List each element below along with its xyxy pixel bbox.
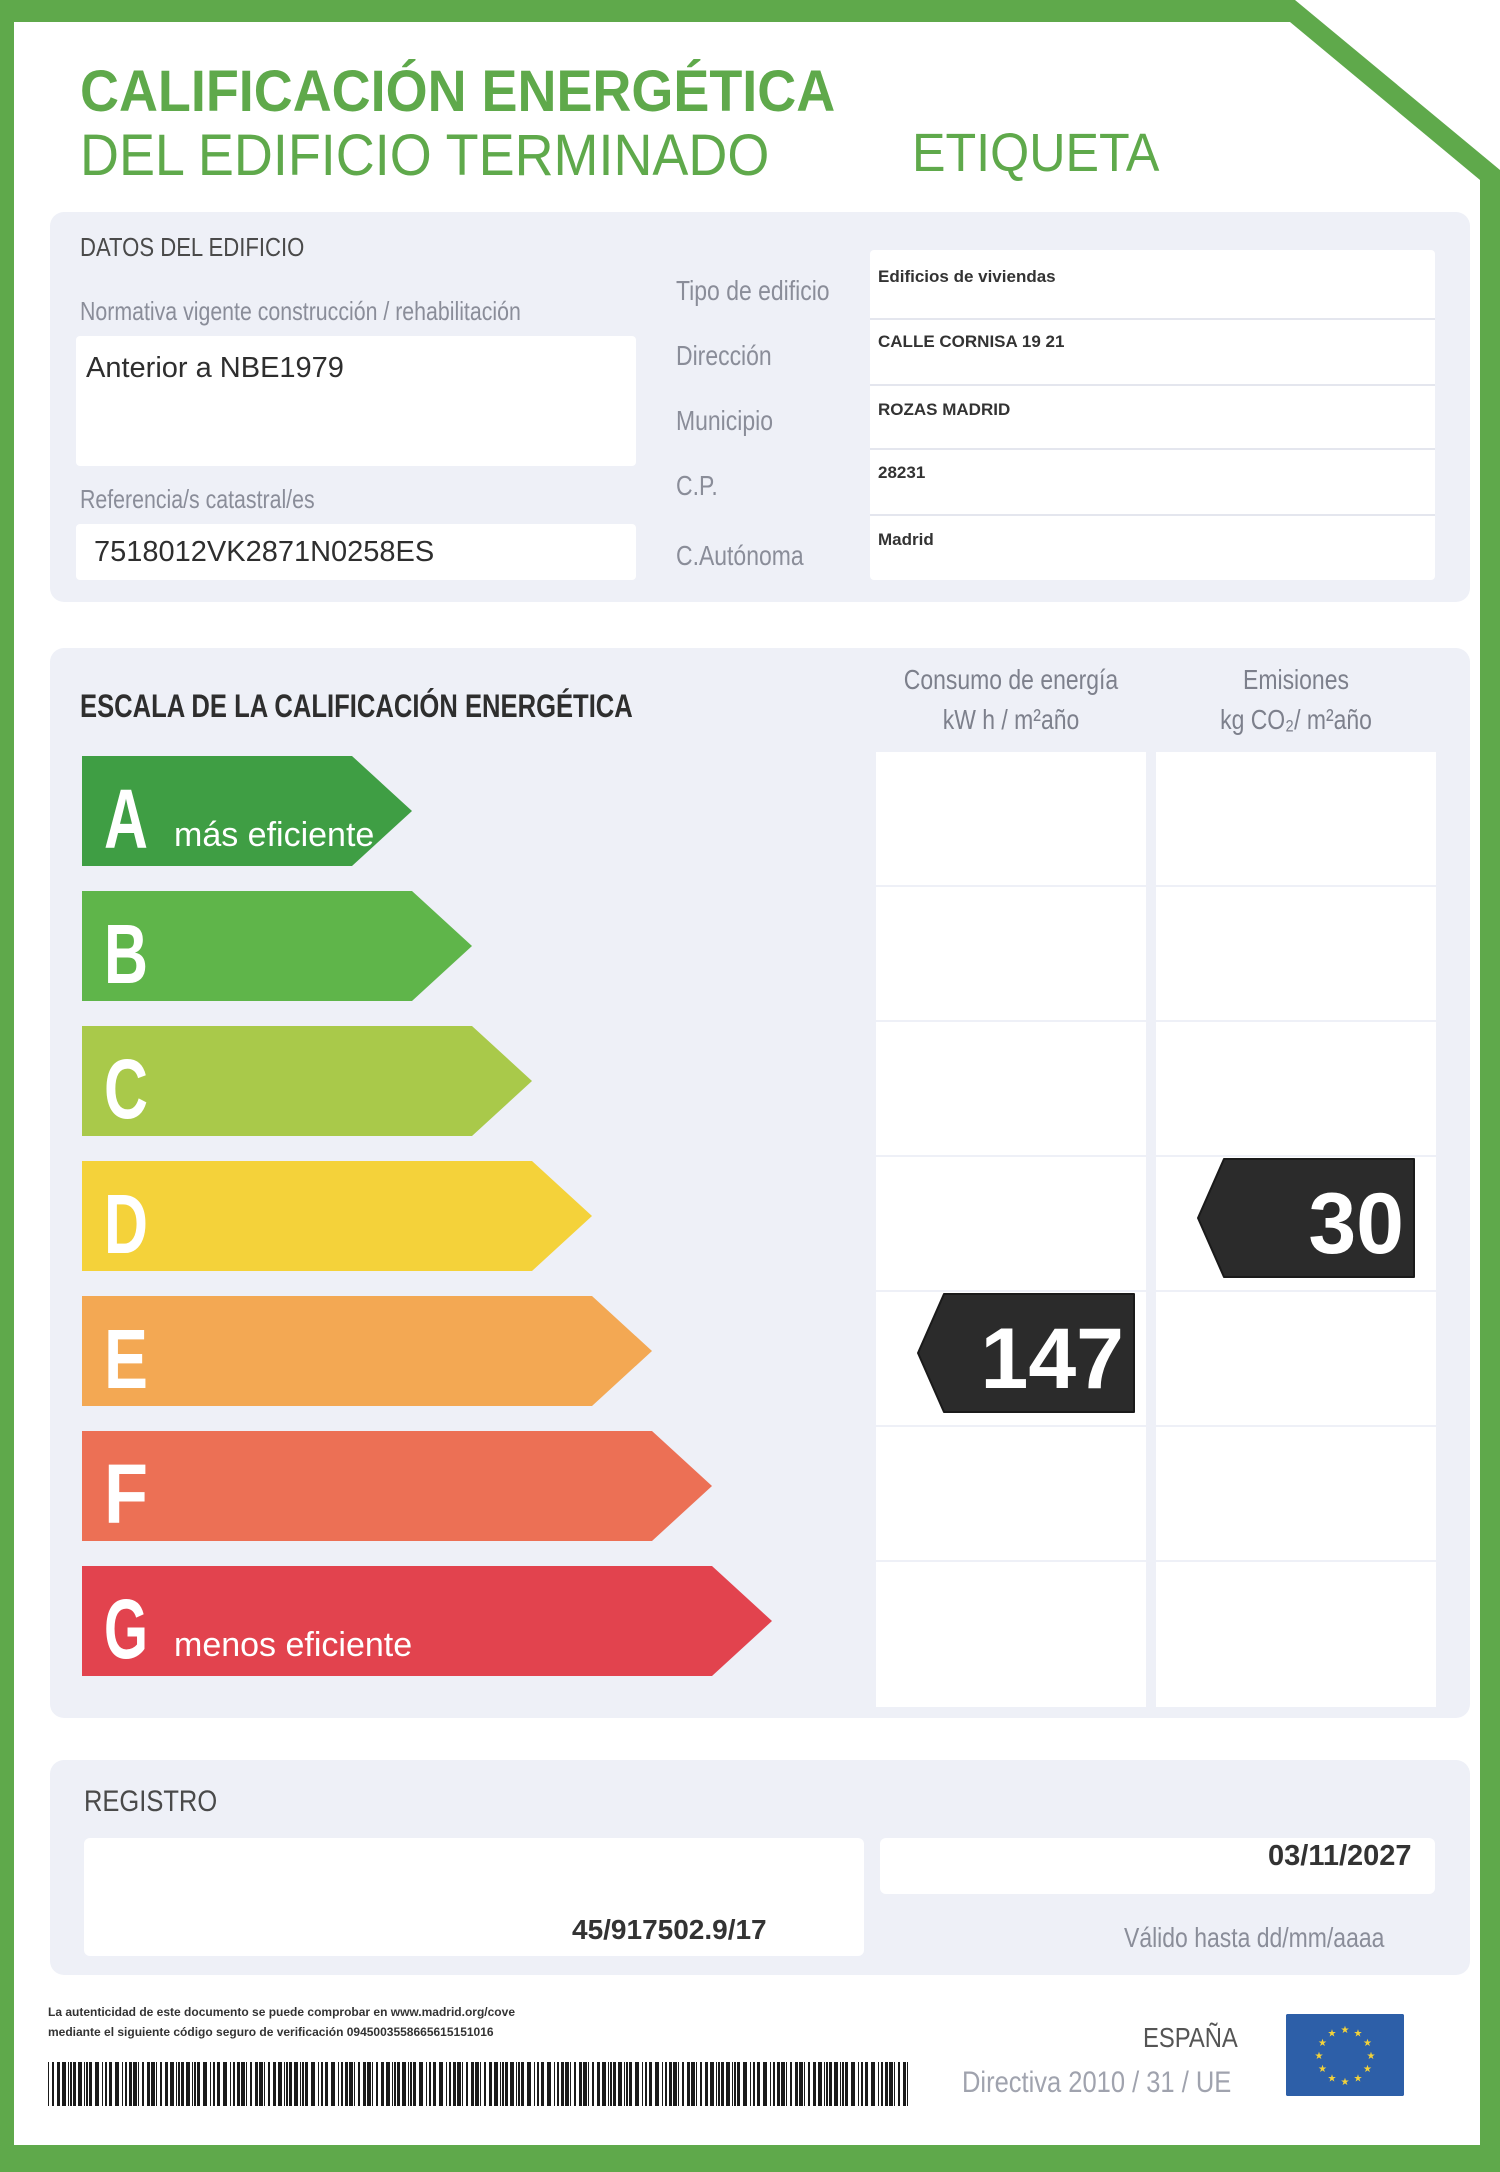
valido-label: Válido hasta dd/mm/aaaa xyxy=(1124,1922,1385,1953)
barcode-bar xyxy=(192,2062,193,2106)
barcode-bar xyxy=(649,2062,652,2106)
barcode-bar xyxy=(109,2062,112,2106)
barcode-bar xyxy=(129,2062,132,2106)
barcode-bar xyxy=(726,2062,730,2106)
referencia-value: 7518012VK2871N0258ES xyxy=(94,536,435,568)
barcode-bar xyxy=(213,2062,215,2106)
eu-flag-star: ★ xyxy=(1340,2025,1350,2036)
barcode-bar xyxy=(462,2062,463,2106)
barcode-bar xyxy=(278,2062,282,2106)
barcode-bar xyxy=(160,2062,162,2106)
class-bar-b xyxy=(82,891,472,1001)
eu-flag-star: ★ xyxy=(1314,2051,1324,2062)
eu-flag-star: ★ xyxy=(1327,2028,1337,2040)
barcode-bar xyxy=(84,2062,85,2106)
barcode-bar xyxy=(682,2062,684,2106)
barcode-bar xyxy=(907,2062,908,2106)
barcode-bar xyxy=(133,2062,137,2106)
barcode-bar xyxy=(518,2062,520,2106)
barcode-bar xyxy=(565,2062,569,2106)
barcode-bar xyxy=(372,2062,373,2106)
barcode-bar xyxy=(471,2062,474,2106)
barcode-bar xyxy=(834,2062,838,2106)
barcode-bar xyxy=(842,2062,844,2106)
barcode-bar xyxy=(318,2062,319,2106)
barcode-bar xyxy=(255,2062,258,2106)
barcode-bar xyxy=(635,2062,639,2106)
title-line1: CALIFICACIÓN ENERGÉTICA xyxy=(80,59,836,124)
barcode-bar xyxy=(710,2062,714,2106)
emisiones-header-line2: kg CO₂/ m²año xyxy=(1220,704,1372,735)
barcode-bar xyxy=(510,2062,514,2106)
barcode-bar xyxy=(237,2062,240,2106)
field-label-comunidad: C.Autónoma xyxy=(676,540,804,571)
barcode-bar xyxy=(554,2062,555,2106)
barcode-bar xyxy=(824,2062,825,2106)
barcode-bar xyxy=(804,2062,805,2106)
barcode-bar xyxy=(484,2062,486,2106)
barcode-bar xyxy=(86,2062,88,2106)
barcode-bar xyxy=(750,2062,751,2106)
barcode-bar xyxy=(732,2062,733,2106)
barcode-bar xyxy=(449,2062,451,2106)
barcode-bar xyxy=(446,2062,447,2106)
barcode-bar xyxy=(358,2062,360,2106)
barcode-bar xyxy=(408,2062,409,2106)
barcode-bar xyxy=(289,2062,292,2106)
barcode-bar xyxy=(894,2062,895,2106)
barcode-bar xyxy=(105,2062,107,2106)
emisiones-header-line1: Emisiones xyxy=(1243,664,1349,695)
barcode-bar xyxy=(678,2062,679,2106)
field-label-municipio: Municipio xyxy=(676,405,773,436)
barcode-bar xyxy=(777,2062,780,2106)
class-bar-f xyxy=(82,1431,712,1541)
barcode-bar xyxy=(753,2062,755,2106)
barcode-bar xyxy=(466,2062,468,2106)
barcode-bar xyxy=(210,2062,211,2106)
barcode-bar xyxy=(502,2062,504,2106)
barcode-bar xyxy=(354,2062,355,2106)
class-letter-a: A xyxy=(104,772,148,866)
barcode-bar xyxy=(311,2062,315,2106)
barcode-bar xyxy=(453,2062,456,2106)
barcode-bar xyxy=(629,2062,632,2106)
barcode-bar xyxy=(557,2062,559,2106)
barcode-bar xyxy=(583,2062,587,2106)
barcode-bar xyxy=(898,2062,900,2106)
barcode-bar xyxy=(181,2062,184,2106)
barcode-bar xyxy=(349,2062,353,2106)
barcode-bar xyxy=(457,2062,461,2106)
footer-line2: mediante el siguiente código seguro de verificación 0945003558665615151016 xyxy=(48,2025,494,2039)
barcode-bar xyxy=(773,2062,775,2106)
barcode-bar xyxy=(655,2062,659,2106)
barcode-bar xyxy=(95,2062,99,2106)
barcode-bar xyxy=(122,2062,123,2106)
barcode-bar xyxy=(62,2062,66,2106)
barcode-bar xyxy=(743,2062,747,2106)
barcode-bar xyxy=(125,2062,127,2106)
eu-flag-star: ★ xyxy=(1353,2028,1363,2040)
barcode-bar xyxy=(669,2062,672,2106)
barcode-bar xyxy=(757,2062,760,2106)
barcode-bar xyxy=(341,2062,343,2106)
field-value-comunidad: Madrid xyxy=(878,530,934,549)
barcode-bar xyxy=(151,2062,155,2106)
barcode-bar xyxy=(826,2062,828,2106)
barcode-bar xyxy=(264,2062,265,2106)
valido-fecha: 03/11/2027 xyxy=(1268,1840,1412,1872)
class-arrow-f xyxy=(82,1431,712,1541)
barcode-bar xyxy=(770,2062,771,2106)
barcode-bar xyxy=(305,2062,308,2106)
barcode-bar xyxy=(203,2062,207,2106)
barcode-bar xyxy=(881,2062,883,2106)
barcode-bar xyxy=(494,2062,498,2106)
eu-flag-star: ★ xyxy=(1366,2051,1376,2062)
class-letter-d: D xyxy=(104,1177,148,1271)
barcode-bar xyxy=(178,2062,180,2106)
barcode-bar xyxy=(70,2062,72,2106)
class-bar-e xyxy=(82,1296,652,1406)
barcode-bar xyxy=(818,2062,822,2106)
barcode-bar xyxy=(541,2062,544,2106)
barcode-bar xyxy=(273,2062,276,2106)
barcode-bar xyxy=(602,2062,606,2106)
barcode-bar xyxy=(521,2062,524,2106)
barcode-bar xyxy=(516,2062,517,2106)
barcode-bar xyxy=(716,2062,717,2106)
emisiones-badge xyxy=(1198,1159,1414,1277)
field-label-cp: C.P. xyxy=(676,470,718,501)
class-letter-b: B xyxy=(104,907,148,1001)
barcode-bar xyxy=(268,2062,270,2106)
barcode-bar xyxy=(878,2062,879,2106)
consumo-header-line2: kW h / m²año xyxy=(942,704,1080,735)
barcode-bar xyxy=(790,2062,792,2106)
class-letter-c: C xyxy=(104,1042,148,1136)
barcode-bar xyxy=(156,2062,157,2106)
barcode-bar xyxy=(737,2062,740,2106)
barcode-bar xyxy=(781,2062,785,2106)
field-value-municipio: ROZAS MADRID xyxy=(878,400,1011,419)
barcode-bar xyxy=(613,2062,616,2106)
barcode-bar xyxy=(294,2062,298,2106)
datos-heading: DATOS DEL EDIFICIO xyxy=(80,232,305,262)
barcode-bar xyxy=(250,2062,252,2106)
barcode-bar xyxy=(795,2062,798,2106)
barcode-bar xyxy=(618,2062,622,2106)
eu-flag-icon xyxy=(1286,2014,1404,2096)
barcode-bar xyxy=(718,2062,720,2106)
espana-label: ESPAÑA xyxy=(1143,2022,1238,2053)
barcode-bar xyxy=(52,2062,54,2106)
class-bar-c xyxy=(82,1026,532,1136)
barcode-bar xyxy=(433,2062,436,2106)
barcode-bar xyxy=(865,2062,868,2106)
class-bar-d xyxy=(82,1161,592,1271)
class-letter-e: E xyxy=(104,1312,148,1406)
barcode-bar xyxy=(642,2062,643,2106)
barcode-bar xyxy=(574,2062,576,2106)
barcode-bar xyxy=(429,2062,431,2106)
normativa-value: Anterior a NBE1979 xyxy=(86,352,344,384)
barcode-bar xyxy=(138,2062,139,2106)
footer-line1: La autenticidad de este documento se puede comprobar en www.madrid.org/cove xyxy=(48,2005,515,2019)
barcode-bar xyxy=(665,2062,667,2106)
barcode-bar xyxy=(662,2062,663,2106)
barcode-bar xyxy=(147,2062,150,2106)
barcode-bar xyxy=(286,2062,288,2106)
barcode-bar xyxy=(376,2062,378,2106)
class-letter-f: F xyxy=(104,1447,148,1541)
barcode-bar xyxy=(397,2062,400,2106)
field-label-direccion: Dirección xyxy=(676,340,772,371)
barcode-bar xyxy=(223,2062,227,2106)
consumo-badge xyxy=(918,1294,1134,1412)
barcode-bar xyxy=(142,2062,144,2106)
barcode-bar xyxy=(170,2062,174,2106)
barcode-bar xyxy=(527,2062,531,2106)
barcode-bar xyxy=(176,2062,177,2106)
barcode-bar xyxy=(645,2062,647,2106)
barcode-bar xyxy=(186,2062,190,2106)
barcode-bar xyxy=(419,2062,423,2106)
barcode-bar xyxy=(413,2062,416,2106)
directiva-label: Directiva 2010 / 31 / UE xyxy=(962,2066,1232,2099)
barcode-bar xyxy=(858,2062,859,2106)
consumo-badge-value: 147 xyxy=(980,1311,1124,1407)
class-bar-g xyxy=(82,1566,772,1676)
barcode-bar xyxy=(386,2062,390,2106)
barcode-bar xyxy=(705,2062,708,2106)
barcode-bar xyxy=(624,2062,625,2106)
class-caption-a: más eficiente xyxy=(174,816,375,854)
barcode-bar xyxy=(734,2062,736,2106)
barcode-bar xyxy=(700,2062,702,2106)
registro-heading: REGISTRO xyxy=(84,1785,218,1818)
barcode-bar xyxy=(392,2062,393,2106)
barcode-bar xyxy=(78,2062,82,2106)
eu-flag-star: ★ xyxy=(1327,2073,1337,2085)
barcode-bar xyxy=(426,2062,427,2106)
emisiones-badge-value: 30 xyxy=(1308,1176,1404,1272)
class-arrow-e xyxy=(82,1296,652,1406)
barcode-bar xyxy=(489,2062,492,2106)
class-bar-a xyxy=(82,756,412,866)
eu-flag-star: ★ xyxy=(1317,2064,1327,2075)
barcode-bar xyxy=(786,2062,787,2106)
barcode-bar xyxy=(89,2062,92,2106)
barcode-bar xyxy=(721,2062,724,2106)
barcode-bar xyxy=(165,2062,168,2106)
barcode-bar xyxy=(230,2062,231,2106)
barcode-bar xyxy=(537,2062,539,2106)
eu-flag-star: ★ xyxy=(1340,2077,1350,2088)
barcode-bar xyxy=(338,2062,339,2106)
barcode-bar xyxy=(687,2062,690,2106)
barcode-bar xyxy=(402,2062,406,2106)
field-value-cp: 28231 xyxy=(878,463,926,482)
barcode-bar xyxy=(588,2062,589,2106)
class-arrow-d xyxy=(82,1161,592,1271)
barcode-bar xyxy=(808,2062,810,2106)
class-arrow-c xyxy=(82,1026,532,1136)
barcode-bar xyxy=(57,2062,60,2106)
barcode-bar xyxy=(325,2062,328,2106)
barcode-bar xyxy=(673,2062,677,2106)
barcode-bar xyxy=(505,2062,508,2106)
barcode-bar xyxy=(331,2062,335,2106)
barcode-bar xyxy=(871,2062,875,2106)
barcode-bar xyxy=(561,2062,564,2106)
barcode-bar xyxy=(197,2062,200,2106)
class-caption-g: menos eficiente xyxy=(174,1626,413,1664)
eu-flag-star: ★ xyxy=(1317,2038,1327,2049)
title-etiqueta: ETIQUETA xyxy=(912,123,1160,183)
barcode-bar xyxy=(626,2062,628,2106)
barcode-bar xyxy=(851,2062,855,2106)
field-value-tipo: Edificios de viviendas xyxy=(878,267,1056,286)
barcode-bar xyxy=(861,2062,863,2106)
barcode-bar xyxy=(217,2062,220,2106)
barcode-bar xyxy=(691,2062,695,2106)
barcode-bar xyxy=(302,2062,304,2106)
barcode-bar xyxy=(475,2062,479,2106)
field-value-direccion: CALLE CORNISA 19 21 xyxy=(878,332,1065,351)
barcode-bar xyxy=(799,2062,803,2106)
referencia-label: Referencia/s catastral/es xyxy=(80,484,315,514)
barcode-bar xyxy=(300,2062,301,2106)
barcode-bar xyxy=(696,2062,697,2106)
eu-flag-star: ★ xyxy=(1363,2064,1373,2075)
barcode-bar xyxy=(903,2062,906,2106)
barcode-bar xyxy=(439,2062,443,2106)
barcode-bar xyxy=(570,2062,571,2106)
normativa-label: Normativa vigente construcción / rehabilitación xyxy=(80,296,521,326)
barcode-bar xyxy=(73,2062,76,2106)
barcode-bar xyxy=(68,2062,69,2106)
barcode-bar xyxy=(829,2062,832,2106)
escala-heading: ESCALA DE LA CALIFICACIÓN ENERGÉTICA xyxy=(80,688,633,724)
barcode-bar xyxy=(885,2062,888,2106)
barcode-bar xyxy=(500,2062,501,2106)
barcode-bar xyxy=(284,2062,285,2106)
title-line2: DEL EDIFICIO TERMINADO xyxy=(80,123,770,188)
barcode-bar xyxy=(763,2062,767,2106)
barcode-bar xyxy=(547,2062,551,2106)
barcode-bar xyxy=(246,2062,247,2106)
barcode-bar xyxy=(889,2062,893,2106)
barcode-bar xyxy=(597,2062,600,2106)
barcode-bar xyxy=(579,2062,582,2106)
barcode-bar xyxy=(345,2062,348,2106)
barcode-bar xyxy=(534,2062,535,2106)
eu-flag-star: ★ xyxy=(1363,2038,1373,2049)
barcode-bar xyxy=(592,2062,594,2106)
field-label-tipo: Tipo de edificio xyxy=(676,275,830,306)
barcode-bar xyxy=(48,2062,49,2106)
barcode-bar xyxy=(241,2062,245,2106)
barcode-bar xyxy=(102,2062,103,2106)
barcode-bar xyxy=(610,2062,612,2106)
barcode-bar xyxy=(233,2062,235,2106)
barcode-bar xyxy=(115,2062,119,2106)
barcode xyxy=(48,2062,908,2106)
eu-flag-star: ★ xyxy=(1353,2073,1363,2085)
barcode-bar xyxy=(321,2062,323,2106)
barcode-bar xyxy=(194,2062,196,2106)
barcode-bar xyxy=(813,2062,816,2106)
barcode-bar xyxy=(845,2062,848,2106)
registro-numero: 45/917502.9/17 xyxy=(572,1914,767,1945)
barcode-bar xyxy=(381,2062,384,2106)
barcode-bar xyxy=(259,2062,263,2106)
barcode-bar xyxy=(363,2062,366,2106)
class-letter-g: G xyxy=(104,1582,148,1676)
barcode-bar xyxy=(394,2062,396,2106)
consumo-header-line1: Consumo de energía xyxy=(903,664,1119,695)
barcode-bar xyxy=(480,2062,481,2106)
barcode-bar xyxy=(608,2062,609,2106)
barcode-bar xyxy=(840,2062,841,2106)
barcode-bar xyxy=(367,2062,371,2106)
barcode-bar xyxy=(410,2062,412,2106)
